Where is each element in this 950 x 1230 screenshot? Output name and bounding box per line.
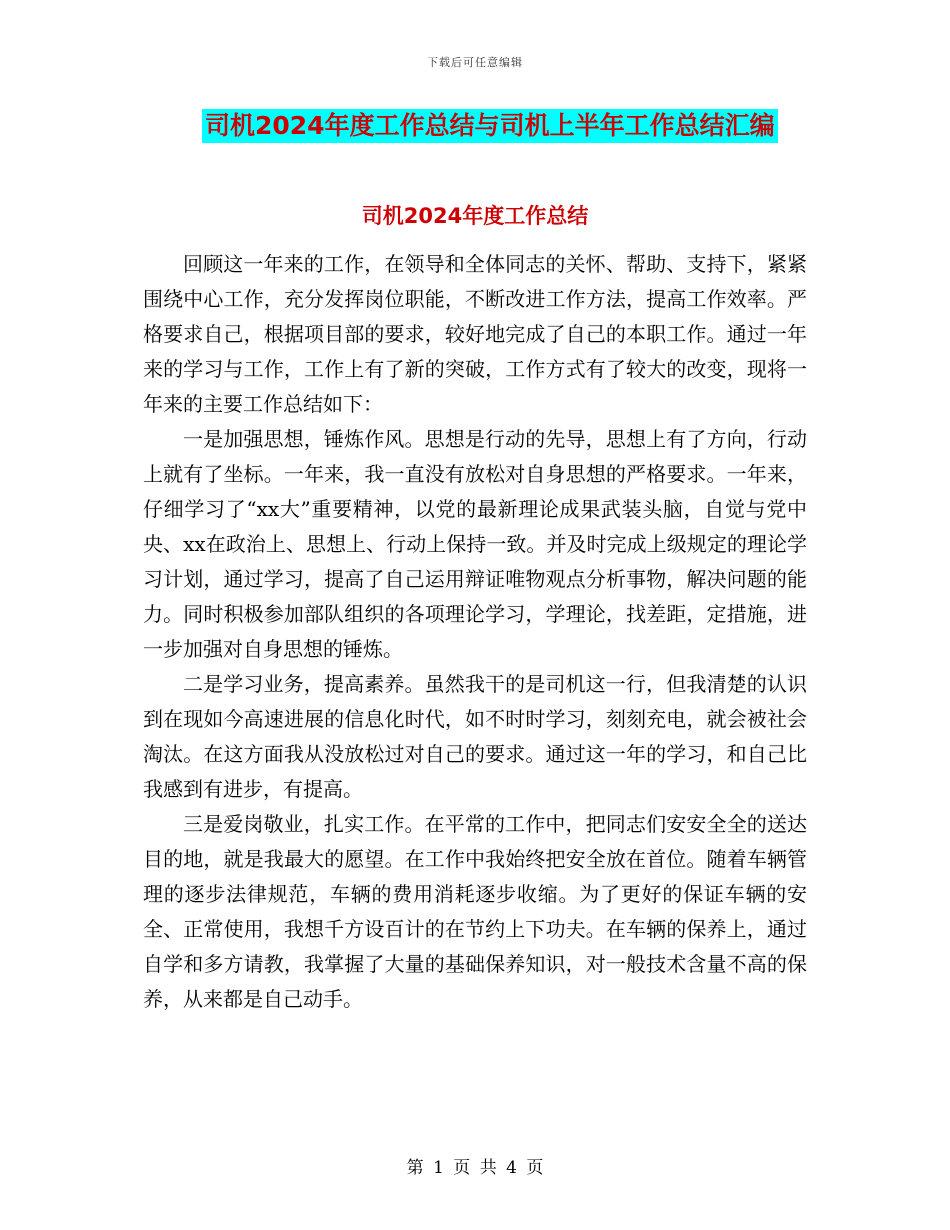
section-title: 司机2024年度工作总结 [361,204,589,228]
page-footer: 第 1 页 共 4 页 [406,1158,544,1178]
header-note: 下载后可任意编辑 [427,56,523,69]
paragraph: 一是加强思想，锤炼作风。思想是行动的先导，思想上有了方向，行动上就有了坐标。一年来，我一直没有放松对自身思想的严格要求。一年来，仔细学习了“xx大”重要精神，以党的最新理论成果武装头脑，自觉与党中央、xx在政治上、思想上、行动上保持一致。并及时完成上级规定的理论学习计划，通过学习，提高了自己运用辩证唯物观点分析事物，解决问题的能力。同时积极参加部队组织的各项理论学习，学理论，找差距，定措施，进一步加强对自身思想的锤炼。 [143,427,807,661]
paragraph: 二是学习业务，提高素养。虽然我干的是司机这一行，但我清楚的认识到在现如今高速进展的信息化时代，如不时时学习，刻刻充电，就会被社会淘汰。在这方面我从没放松过对自己的要求。通过这一年的学习，和自己比我感到有进步，有提高。 [143,672,807,801]
paragraph: 三是爱岗敬业，扎实工作。在平常的工作中，把同志们安安全全的送达目的地，就是我最大的愿望。在工作中我始终把安全放在首位。随着车辆管理的逐步法律规范，车辆的费用消耗逐步收缩。为了更好的保证车辆的安全、正常使用，我想千方设百计的在节约上下功夫。在车辆的保养上，通过自学和多方请教，我掌握了大量的基础保养知识，对一般技术含量不高的保养，从来都是自己动手。 [143,812,807,1011]
document-title: 司机2024年度工作总结与司机上半年工作总结汇编 [202,109,778,143]
body-text [143,247,807,1017]
paragraph: 回顾这一年来的工作，在领导和全体同志的关怀、帮助、支持下，紧紧围绕中心工作，充分发挥岗位职能，不断改进工作方法，提高工作效率。严格要求自己，根据项目部的要求，较好地完成了自己的本职工作。通过一年来的学习与工作，工作上有了新的突破，工作方式有了较大的改变，现将一年来的主要工作总结如下： [143,252,807,416]
